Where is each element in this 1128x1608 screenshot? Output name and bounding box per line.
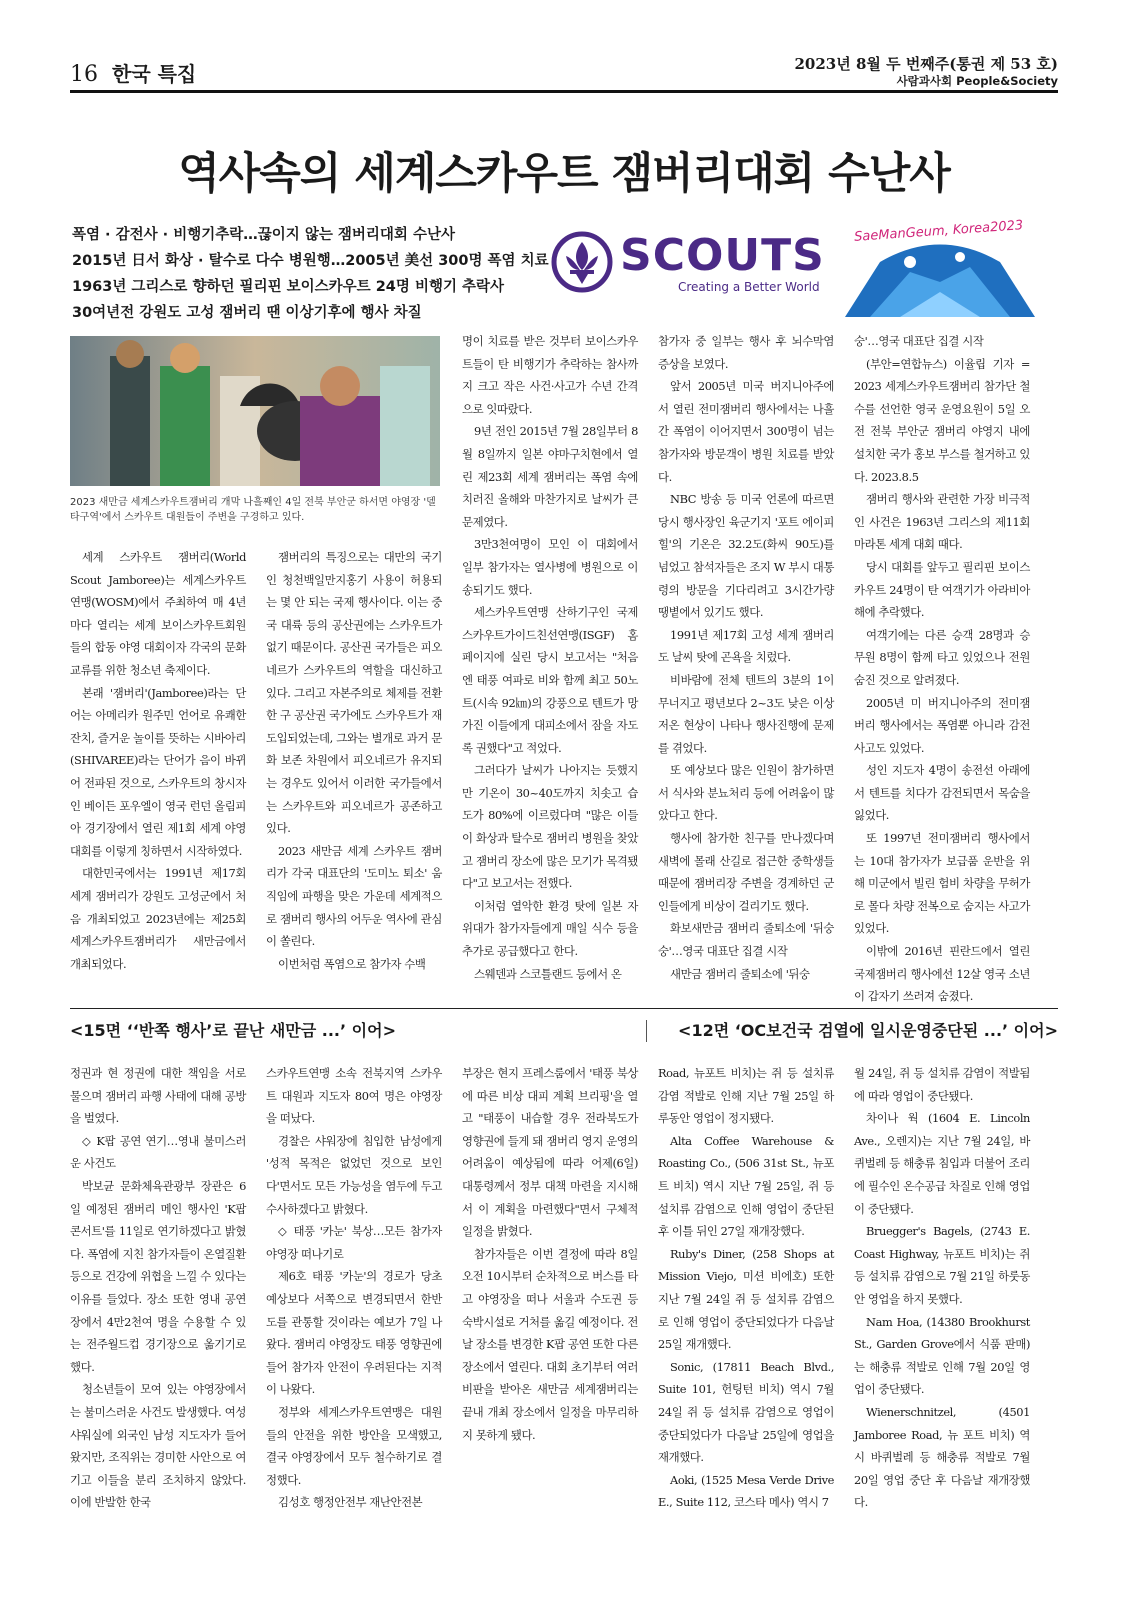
paragraph: 청소년들이 모여 있는 야영장에서는 불미스러운 사건도 발생했다. 여성 샤워실에 외국인 남성 지도자가 들어왔지만, 조직위는 경미한 사안으로 여기고 이들을 분리 조치하지 않았다. 이에 반발한 한국	[70, 1382, 246, 1510]
paragraph: 숭'…영국 대표단 집결 시작	[854, 334, 984, 348]
section-divider	[70, 1008, 1058, 1009]
subtitle-line: 1963년 그리스로 향하던 필리핀 보이스카우트 24명 비행기 추락사	[72, 279, 505, 295]
page-number: 16	[70, 62, 98, 87]
continued-heading-left: <15면 ‘‘반쪽 행사’로 끝난 새만금 ...’ 이어>	[70, 1021, 396, 1040]
continued-heading-right: <12면 ‘OC보건국 검열에 일시운영중단된 ...’ 이어>	[678, 1021, 1058, 1040]
paragraph: 이번처럼 폭염으로 참가자 수백	[278, 956, 426, 971]
paragraph: 또 1997년 전미잼버리 행사에서는 10대 참가자가 보급품 운반을 위해 미군에서 빌린 험비 차량을 무허가로 몰다 차량 전복으로 숨지는 사고가 있었다.	[854, 831, 1030, 936]
paragraph: 참가자들은 이번 결정에 따라 8일 오전 10시부터 순차적으로 버스를 타고 야영장을 떠나 서울과 수도권 등 숙박시설로 거처를 옮길 예정이다. 전날 장소를 변경한 K팝 공연 또한 다른 장소에서 열린다. 대회 초기부터 여러 비판을 받아온 새만금 세계잼버리는 끝내 개최 장소에서 일정을 마무리하지 못하게 됐다.	[462, 1246, 638, 1442]
jamboree-text: SaeManGeum, Korea2023	[853, 218, 1024, 245]
continued-right-column-1	[658, 1062, 834, 1514]
article-column-4	[658, 330, 834, 985]
continued-left-column-1	[70, 1062, 246, 1514]
date-line: 2023년 8월 두 번째주(통권 제 53 호)	[794, 55, 1058, 73]
paragraph: (부안=연합뉴스) 이율립 기자 = 2023 세계스카우트잼버리 참가단 철수를 선언한 영국 운영요원이 5일 오전 전북 부안군 잼버리 야영지 내에 설치한 국가 홍보 부스를 철거하고 있다. 2023.8.5	[854, 356, 1030, 484]
paragraph: Road, 뉴포트 비치)는 쥐 등 설치류 감염 적발로 인해 지난 7월 25일 하루동안 영업이 정지됐다.	[658, 1066, 834, 1126]
paragraph: 스카우트연맹 소속 전북지역 스카우트 대원과 지도자 80여 명은 야영장을 떠났다.	[266, 1066, 442, 1126]
paragraph: Sonic, (17811 Beach Blvd., Suite 101, 헌팅턴 비치) 역시 7월 24일 쥐 등 설치류 감염으로 영업이 중단되었다가 다음날 25일에 영업을 재개했다.	[658, 1359, 834, 1465]
paragraph: 명이 치료를 받은 것부터 보이스카우트들이 탄 비행기가 추락하는 참사까지 크고 작은 사건·사고가 수년 간격으로 잇따랐다.	[462, 334, 638, 416]
article-title: 역사속의 세계스카우트 잼버리대회 수난사	[178, 149, 950, 199]
paragraph: 제6호 태풍 '카눈'의 경로가 당초 예상보다 서쪽으로 변경되면서 한반도를 관통할 것이라는 예보가 7일 나왔다. 잼버리 야영장도 태풍 영향권에 들어 참가자 안전이 우려된다는 지적이 나왔다.	[266, 1269, 442, 1397]
publication-name: 사람과사회 People&Society	[896, 74, 1058, 88]
paragraph: 2023 새만금 세계 스카우트 잼버리가 각국 대표단의 '도미노 퇴소' 움직임에 파행을 맞은 가운데 세계적으로 잼버리 행사의 어두운 역사에 관심이 쏠린다.	[266, 843, 442, 949]
paragraph: 박보균 문화체육관광부 장관은 6일 예정된 잼버리 메인 행사인 'K팝 콘서트'를 11일로 연기하겠다고 밝혔다. 폭염에 지친 참가자들이 온열질환 등으로 건강에 위협을 느낄 수 있다는 이유를 들었다. 장소 또한 영내 공연장에서 4만2천여 명을 수용할 수 있는 전주월드컵 경기장으로 옮기기로 했다.	[70, 1178, 246, 1374]
continued-left-column-2	[266, 1062, 442, 1514]
paragraph: 세스카우트연맹 산하기구인 국제스카우트가이드친선연맹(ISGF) 홈페이지에 실린 당시 보고서는 "처음엔 태풍 여파로 비와 함께 최고 50노트(시속 92㎞)의 강풍으로 텐트가 망가진 이들에게 대피소에서 잠을 자도록 권했다"고 적었다.	[462, 605, 638, 755]
paragraph: Alta Coffee Warehouse & Roasting Co., (506 31st St., 뉴포트 비치) 역시 지난 7월 25일, 쥐 등 설치류 감염으로 인해 영업이 중단된 후 이틀 뒤인 27일 재개장했다.	[658, 1133, 834, 1239]
paragraph: 정권과 현 정권에 대한 책임을 서로 물으며 잼버리 파행 사태에 대해 공방을 벌였다.	[70, 1066, 246, 1126]
paragraph: 새만금 잼버리 줄퇴소에 '뒤숭	[670, 966, 810, 981]
paragraph: 김성호 행정안전부 재난안전본	[278, 1495, 423, 1510]
paragraph: 대한민국에서는 1991년 제17회 세계 잼버리가 강원도 고성군에서 처음 개최되었고 2023년에는 제25회 세계스카우트잼버리가 새만금에서 개최되었다.	[70, 866, 246, 971]
article-column-5	[854, 330, 1030, 1008]
paragraph: 앞서 2005년 미국 버지니아주에서 열린 전미잼버리 행사에서는 나흘간 폭염이 이어지면서 300명이 넘는 참가자와 방문객이 병원 치료를 받았다.	[658, 379, 834, 484]
paragraph: 이밖에 2016년 핀란드에서 열린 국제잼버리 행사에선 12살 영국 소년이 갑자기 쓰러져 숨졌다.	[854, 944, 1030, 1004]
paragraph: 차이나 웍 (1604 E. Lincoln Ave., 오렌지)는 지난 7월 24일, 바퀴벌레 등 해충류 침입과 더불어 조리에 필수인 온수공급 차질로 인해 영업이 중단됐다.	[854, 1111, 1030, 1216]
paragraph: 또 예상보다 많은 인원이 참가하면서 식사와 분뇨처리 등에 어려움이 많았다고 한다.	[658, 763, 834, 823]
paragraph: 부장은 현지 프레스룸에서 '태풍 북상에 따른 비상 대피 계획 브리핑'을 열고 "태풍이 내습할 경우 전라북도가 영향권에 들게 돼 잼버리 영지 운영의 어려움이 예상됨에 따라 어제(6일) 대통령께서 정부 대책 마련을 지시해서 이 계획을 마련했다"면서 구체적 일정을 밝혔다.	[462, 1066, 638, 1239]
paragraph: 스웨덴과 스코틀랜드 등에서 온	[474, 966, 622, 981]
vertical-divider	[646, 1020, 647, 1042]
paragraph: 9년 전인 2015년 7월 28일부터 8월 8일까지 일본 야마구치현에서 열린 제23회 세계 잼버리는 폭염 속에 치러진 올해와 마찬가지로 날씨가 큰 문제였다.	[462, 424, 638, 529]
scouts-logo	[550, 230, 825, 300]
page-header-right	[795, 56, 1059, 90]
paragraph: Aoki, (1525 Mesa Verde Drive E., Suite 112, 코스타 메사) 역시 7	[658, 1472, 834, 1510]
paragraph: 1991년 제17회 고성 세계 잼버리도 날씨 탓에 곤욕을 치렀다.	[658, 627, 834, 665]
header-rule	[70, 90, 1058, 93]
paragraph: Nam Hoa, (14380 Brookhurst St., Garden Grove에서 식품 판매)는 해충류 적발로 인해 7월 20일 영업이 중단됐다.	[854, 1314, 1030, 1397]
paragraph: 세계 스카우트 잼버리(World Scout Jamboree)는 세계스카우트연맹(WOSM)에서 주최하여 매 4년마다 열리는 세계 보이스카우트회원들의 합동 야영 대회이자 각국의 문화교류를 위한 청소년 축제이다.	[70, 550, 246, 677]
scouts-tagline: Creating a Better World	[678, 280, 820, 294]
paragraph: 월 24일, 쥐 등 설치류 감염이 적발됨에 따라 영업이 중단됐다.	[854, 1066, 1030, 1103]
paragraph: 그러다가 날씨가 나아지는 듯했지만 기온이 30~40도까지 치솟고 습도가 80%에 이르렀다며 "많은 이들이 화상과 탈수로 잼버리 병원을 찾았고 잼버리 장소에 많은 모기가 목격됐다"고 보고서는 전했다.	[462, 763, 638, 891]
section-name: 한국 특집	[112, 62, 197, 86]
article-column-1	[70, 546, 246, 975]
article-column-3	[462, 330, 638, 985]
paragraph: 2005년 미 버지니아주의 전미잼버리 행사에서는 폭염뿐 아니라 감전 사고도 있었다.	[854, 695, 1030, 755]
subheading: ◇ 태풍 '카눈' 북상…모든 참가자 야영장 떠나기로	[266, 1224, 442, 1261]
subtitles	[72, 222, 549, 326]
subtitle-line: 30여년전 강원도 고성 잼버리 땐 이상기후에 행사 차질	[72, 305, 422, 321]
page-header-left	[70, 58, 196, 87]
paragraph: 정부와 세계스카우트연맹은 대원들의 안전을 위한 방안을 모색했고, 결국 야영장에서 모두 철수하기로 결정했다.	[266, 1404, 442, 1487]
paragraph: 잼버리 행사와 관련한 가장 비극적인 사건은 1963년 그리스의 제11회 마라톤 세계 대회 때다.	[854, 492, 1030, 552]
paragraph: 비바람에 전체 텐트의 3분의 1이 무너지고 평년보다 2~3도 낮은 이상저온 현상이 나타나 행사진행에 문제를 겪었다.	[658, 672, 834, 755]
continued-right-column-2	[854, 1062, 1030, 1514]
paragraph: NBC 방송 등 미국 언론에 따르면 당시 행사장인 육군기지 '포트 에이피 힐'의 기온은 32.2도(화씨 90도)를 넘었고 참석자들은 조지 W 부시 대통령의 방문을 기다리려고 3시간가량 땡볕에서 있기도 했다.	[658, 492, 834, 620]
paragraph: 본래 '잼버리'(Jamboree)라는 단어는 아메리카 원주민 언어로 유쾌한 잔치, 즐거운 놀이를 뜻하는 시바아리(SHIVAREE)라는 단어가 음이 바뀌어 전파된 것으로, 스카우트의 창시자인 베이든 포우엘이 영국 런던 올림피아 경기장에서 열린 제1회 세계 야영 대회를 이렇게 칭하면서 시작하였다.	[70, 685, 246, 858]
scouts-wordmark: SCOUTS	[620, 230, 825, 281]
jamboree-logo	[840, 218, 1040, 322]
paragraph: 경찰은 샤워장에 침입한 남성에게 '성적 목적은 없었던 것으로 보인다'면서도 모든 가능성을 염두에 두고 수사하겠다고 밝혔다.	[266, 1133, 442, 1216]
continued-left-column-3	[462, 1062, 638, 1446]
paragraph: 여객기에는 다른 승객 28명과 승무원 8명이 함께 타고 있었으나 전원 숨진 것으로 알려졌다.	[854, 627, 1030, 687]
paragraph: 참가자 중 일부는 행사 후 뇌수막염 증상을 보였다.	[658, 334, 834, 371]
paragraph: 잼버리의 특징으로는 대만의 국기인 청천백일만지홍기 사용이 허용되는 몇 안 되는 국제 행사이다. 이는 중국 대륙 등의 공산권에는 스카우트가 없기 때문이다. 공산권 국가들은 피오네르가 스카우트의 역할을 대신하고 있다. 그리고 자본주의로 체제를 전환한 구 공산권 국가에도 스카우트가 재도입되었는데, 그와는 별개로 과거 문화 보존 차원에서 피오네르가 유지되는 경우도 있어서 이러한 국가들에서는 스카우트와 피오네르가 공존하고 있다.	[266, 550, 442, 836]
paragraph: 행사에 참가한 친구를 만나겠다며 새벽에 몰래 산길로 접근한 중학생들 때문에 잼버리장 주변을 경계하던 군인들에게 비상이 걸리기도 했다.	[658, 831, 834, 913]
paragraph: 화보새만금 잼버리 줄퇴소에 '뒤숭숭'…영국 대표단 집결 시작	[658, 921, 834, 959]
paragraph: Wienerschnitzel, (4501 Jamboree Road, 뉴 포트 비치) 역시 바퀴벌레 등 해충류 적발로 7월 20일 영업 중단 후 다음날 재개장했다.	[854, 1404, 1030, 1510]
news-photo	[70, 336, 440, 486]
paragraph: Bruegger's Bagels, (2743 E. Coast Highway, 뉴포트 비치)는 쥐 등 설치류 감염으로 7월 21일 하룻동안 영업을 하지 못했다.	[854, 1224, 1030, 1306]
paragraph: 성인 지도자 4명이 송전선 아래에서 텐트를 치다가 감전되면서 목숨을 잃었다.	[854, 763, 1030, 823]
paragraph: Ruby's Diner, (258 Shops at Mission Viejo, 미션 비에호) 또한 지난 7월 24일 쥐 등 설치류 감염으로 인해 영업이 중단되었다가 다음날 25일 재개했다.	[658, 1246, 834, 1352]
subtitle-line: 폭염 · 감전사 · 비행기추락…끊이지 않는 잼버리대회 수난사	[72, 227, 456, 243]
paragraph: 이처럼 열악한 환경 탓에 일본 자위대가 참가자들에게 매일 식수 등을 추가로 공급했다고 한다.	[462, 898, 638, 959]
photo-caption: 2023 새만금 세계스카우트잼버리 개막 나흘째인 4일 전북 부안군 하서면 야영장 '델타구역'에서 스카우트 대원들이 주변을 구경하고 있다.	[70, 497, 436, 523]
paragraph: 당시 대회를 앞두고 필리핀 보이스카우트 24명이 탄 여객기가 아라비아해에 추락했다.	[854, 559, 1030, 620]
subheading: ◇ K팝 공연 연기…영내 불미스러운 사건도	[70, 1133, 246, 1171]
paragraph: 3만3천여명이 모인 이 대회에서 일부 참가자는 열사병에 병원으로 이송되기도 했다.	[462, 537, 638, 597]
subtitle-line: 2015년 日서 화상 · 탈수로 다수 병원행…2005년 美선 300명 폭염 치료	[72, 253, 549, 269]
article-column-2	[266, 546, 442, 975]
